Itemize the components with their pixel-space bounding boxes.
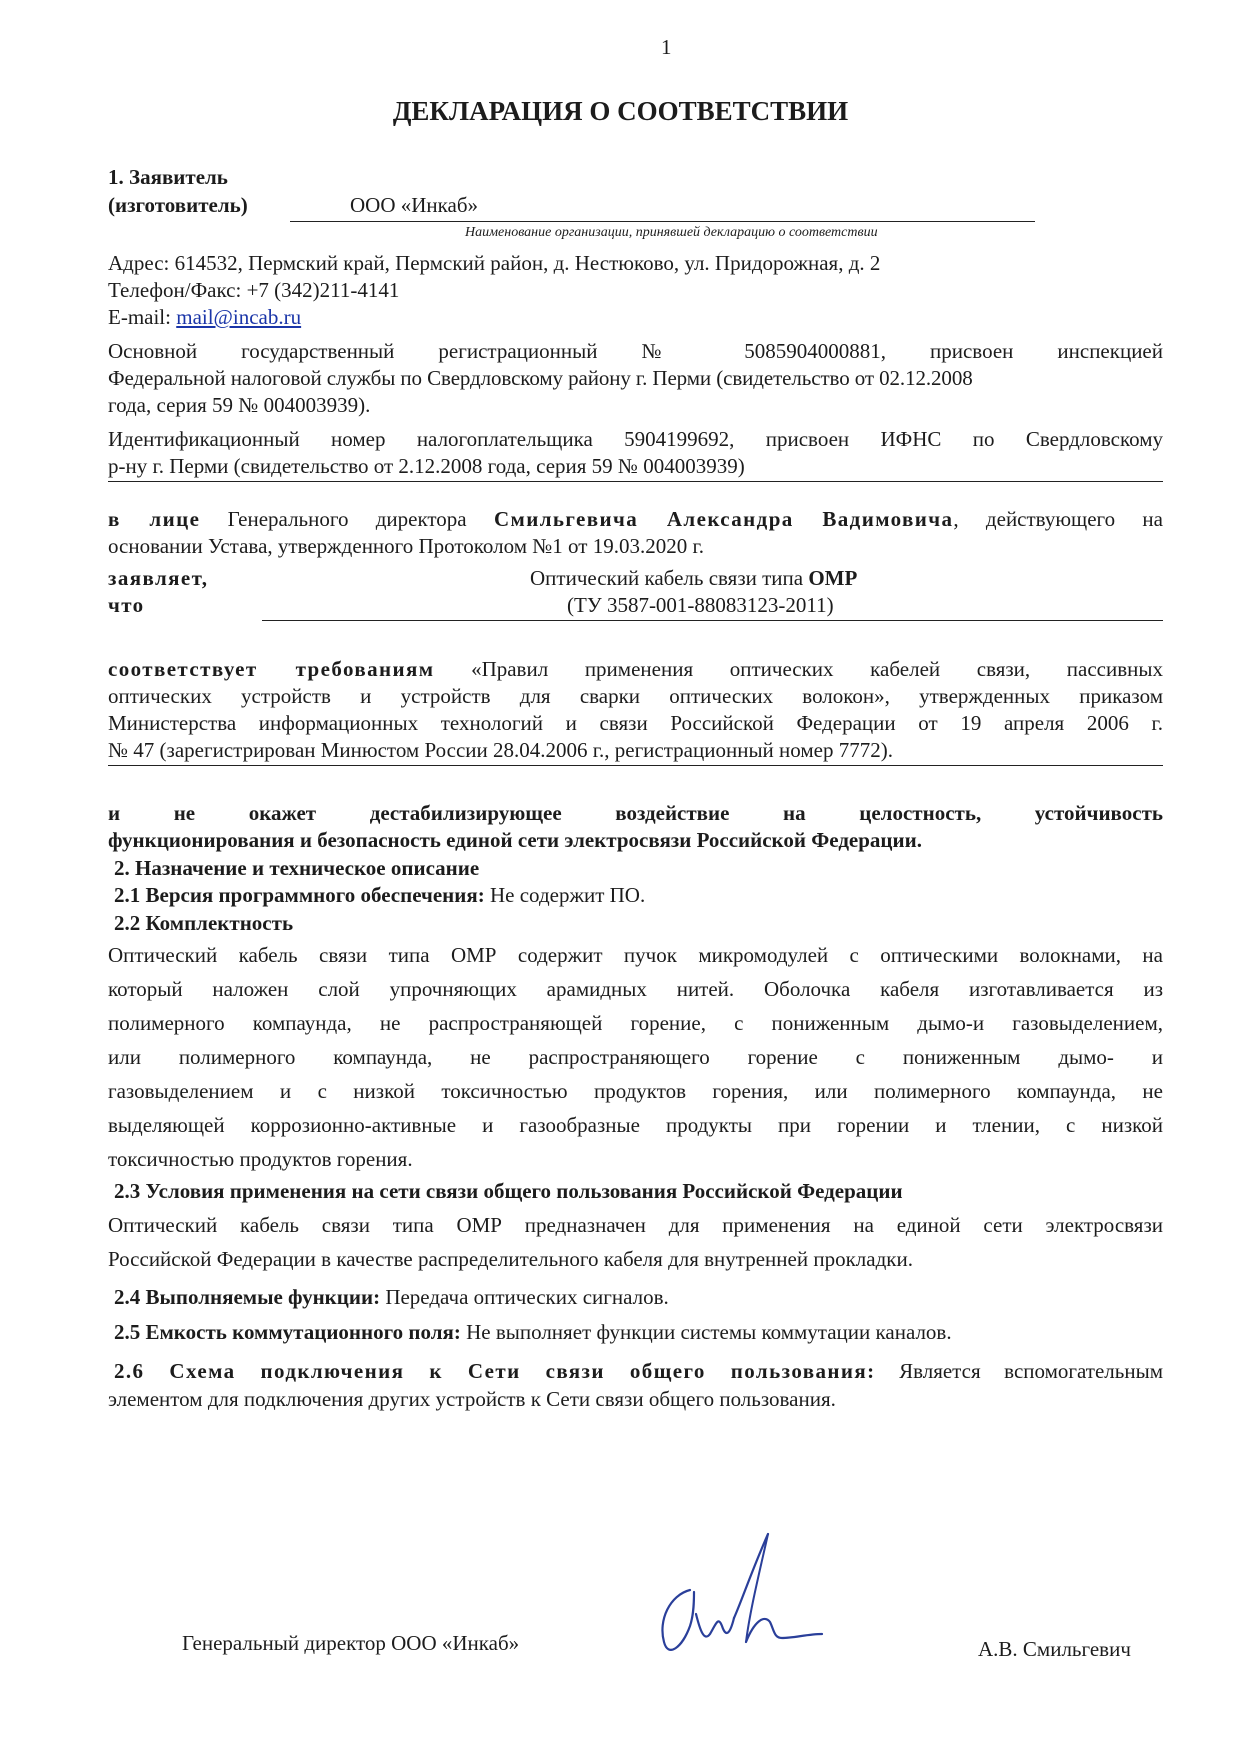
complies-line-3: Министерства информационных технологий и связи Российской Федерации от 19 апреля 2006 г. [108,711,1163,735]
section24-label: 2.4 Выполняемые функции: [114,1285,381,1309]
section26-line-1 [114,1358,1163,1385]
represented-name: Смильгевича Александра Вадимовича [493,507,954,531]
impact-line-1: и не окажет дестабилизирующее воздействие на целостность, устойчивость [108,801,1163,825]
inn-line-2: р-ну г. Перми (свидетельство от 2.12.2008 года, серия 59 № 004003939) [108,454,745,478]
impact-line-2: функционирования и безопасность единой сети электросвязи Российской Федерации. [108,828,922,852]
ogrn-line-2: Федеральной налоговой службы по Свердловскому району г. Перми (свидетельство от 02.12.2008 [108,366,973,390]
section23-line-2: Российской Федерации в качестве распределительного кабеля для внутренней прокладки. [108,1247,913,1271]
section22-line-7: токсичностью продуктов горения. [108,1147,413,1171]
complies-line-1 [108,656,1163,683]
section22-line-3: полимерного компаунда, не распространяющей горение, с пониженным дымо-и газовыделением, [108,1011,1163,1035]
complies-rest: «Правил применения оптических кабелей связи, пассивных [434,657,1163,681]
represented-line-2: основании Устава, утвержденного Протоколом №1 от 19.03.2020 г. [108,534,704,558]
section26-line-2: элементом для подключения других устройств к Сети связи общего пользования. [108,1387,836,1411]
applicant-divider [108,481,1163,482]
section23-line-1: Оптический кабель связи типа ОМР предназначен для применения на единой сети электросвязи [108,1213,1163,1237]
section26-text: Является вспомогательным [875,1359,1163,1383]
ogrn-line-3: года, серия 59 № 004003939). [108,393,371,417]
section2-heading: 2. Назначение и техническое описание [114,856,480,880]
applicant-phone: Телефон/Факс: +7 (342)211-4141 [108,278,400,302]
org-name-underline [290,221,1035,222]
product-name [530,565,857,592]
declares-label-1: заявляет, [108,566,209,590]
product-underline [262,620,1163,621]
applicant-subheading: (изготовитель) [108,193,248,217]
complies-divider [108,765,1163,766]
section23-heading: 2.3 Условия применения на сети связи общего пользования Российской Федерации [114,1179,903,1203]
section22-heading: 2.2 Комплектность [114,911,294,935]
section21-text: Не содержит ПО. [484,883,646,907]
section22-line-2: который наложен слой упрочняющих арамидных нитей. Оболочка кабеля изготавливается из [108,977,1163,1001]
complies-line-2: оптических устройств и устройств для сварки оптических волокон», утвержденных приказом [108,684,1163,708]
section25 [114,1319,952,1346]
email-label: E-mail: [108,305,177,329]
document-title: ДЕКЛАРАЦИЯ О СООТВЕТСТВИИ [392,96,849,126]
section22-line-4: или полимерного компаунда, не распространяющего горение с пониженным дымо- и [108,1045,1163,1069]
complies-line-4: № 47 (зарегистрирован Минюстом России 28.04.2006 г., регистрационный номер 7772). [108,738,893,762]
complies-lead: соответствует требованиям [108,657,435,681]
handwritten-signature [650,1530,830,1670]
represented-position: Генерального директора [200,507,494,531]
section22-line-1: Оптический кабель связи типа ОМР содержит пучок микромодулей с оптическими волокнами, на [108,943,1163,967]
section25-text: Не выполняет функции системы коммутации каналов. [460,1320,952,1344]
email-link[interactable]: mail@incab.ru [176,305,302,329]
represented-tail: , действующего на [953,507,1163,531]
product-type: ОМР [808,566,858,590]
product-spec: (ТУ 3587-001-88083123-2011) [567,593,834,617]
section24-text: Передача оптических сигналов. [380,1285,669,1309]
ogrn-line-1: Основной государственный регистрационный № 5085904000881, присвоен инспекцией [108,339,1163,363]
applicant-org-name: ООО «Инкаб» [350,193,479,217]
section25-label: 2.5 Емкость коммутационного поля: [114,1320,461,1344]
section24 [114,1284,669,1311]
applicant-email-line [108,304,301,331]
section22-line-5: газовыделением и с низкой токсичностью продуктов горения, или полимерного компаунда, не [108,1079,1163,1103]
declares-label-2: что [108,593,145,617]
org-name-caption: Наименование организации, принявшей декларацию о соответствии [465,225,878,240]
section21 [114,882,645,909]
represented-line-1 [108,506,1163,533]
page-number: 1 [661,35,672,59]
section21-label: 2.1 Версия программного обеспечения: [114,883,485,907]
product-prefix: Оптический кабель связи типа [530,566,809,590]
signatory-name: А.В. Смильгевич [978,1637,1131,1661]
inn-line-1: Идентификационный номер налогоплательщика 5904199692, присвоен ИФНС по Свердловскому [108,427,1163,451]
represented-lead: в лице [108,507,201,531]
section26-label: 2.6 Схема подключения к Сети связи общего пользования: [114,1359,876,1383]
section22-line-6: выделяющей коррозионно-активные и газообразные продукты при горении и тлении, с низкой [108,1113,1163,1137]
signatory-position: Генеральный директор ООО «Инкаб» [182,1631,520,1655]
applicant-heading: 1. Заявитель [108,165,228,189]
applicant-address: Адрес: 614532, Пермский край, Пермский район, д. Нестюково, ул. Придорожная, д. 2 [108,251,881,275]
